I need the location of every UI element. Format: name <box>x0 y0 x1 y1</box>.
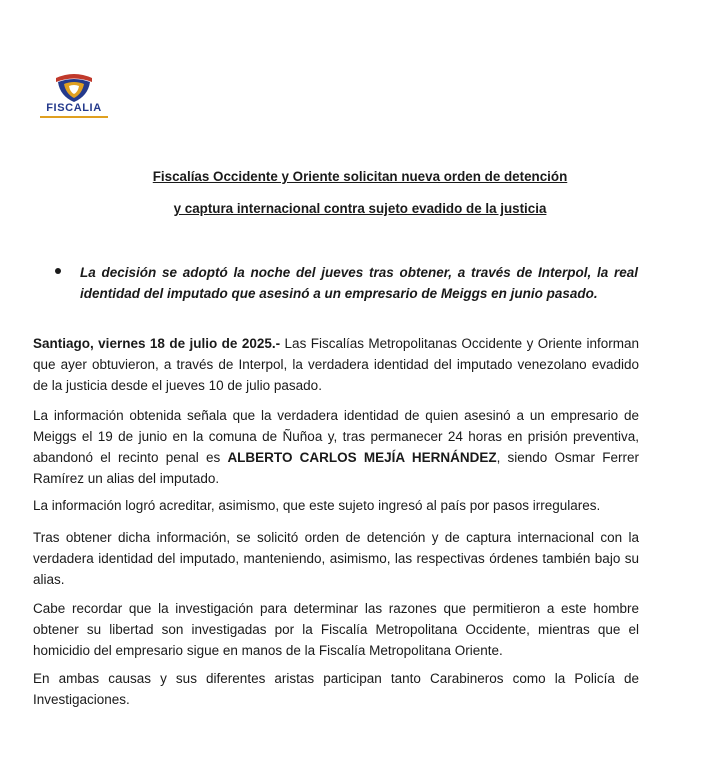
fiscalia-logo <box>34 72 114 120</box>
defendant-name: ALBERTO CARLOS MEJÍA HERNÁNDEZ <box>227 450 497 465</box>
paragraph-1 <box>33 333 639 396</box>
paragraph-1-text: Las Fiscalías Metropolitanas Occidente y Oriente informan que ayer obtuvieron, a través de Interpol, la verdadera identidad del imputado venezolano evadido de la justicia desde el jueves 10 de julio pasado. <box>33 336 639 393</box>
paragraph-2-text-b: , siendo Osmar Ferrer Ramírez un alias del imputado. <box>33 450 639 486</box>
paragraph-2 <box>33 405 639 489</box>
headline-line-1: Fiscalías Occidente y Oriente solicitan nueva orden de detención <box>152 169 568 184</box>
logo-underline <box>40 116 108 118</box>
paragraph-5: Cabe recordar que la investigación para determinar las razones que permitieron a este hombre obtener su libertad son investigadas por la Fiscalía Metropolitana Occidente, mientras que el homicidio del empresario sigue en manos de la Fiscalía Metropolitana Oriente. <box>33 601 639 658</box>
bullet-icon <box>55 268 61 274</box>
paragraph-4: Tras obtener dicha información, se solicitó orden de detención y de captura internacional con la verdadera identidad del imputado, manteniendo, asimismo, las respectivas órdenes también bajo su alias. <box>33 530 639 587</box>
paragraph-2-text-a: La información obtenida señala que la verdadera identidad de quien asesinó a un empresario de Meiggs el 19 de junio en la comuna de Ñuñoa y, tras permanecer 24 horas en prisión preventiva, abandonó el recinto penal es <box>33 408 639 465</box>
lead-summary: La decisión se adoptó la noche del jueves tras obtener, a través de Interpol, la real identidad del imputado que asesinó a un empresario de Meiggs en junio pasado. <box>80 265 638 301</box>
dateline: Santiago, viernes 18 de julio de 2025.- <box>33 336 281 351</box>
headline-line-2: y captura internacional contra sujeto evadido de la justicia <box>173 201 547 216</box>
paragraph-3: La información logró acreditar, asimismo, que este sujeto ingresó al país por pasos irregulares. <box>33 498 601 513</box>
fiscalia-emblem-icon <box>34 72 114 104</box>
paragraph-6: En ambas causas y sus diferentes aristas participan tanto Carabineros como la Policía de Investigaciones. <box>33 671 639 707</box>
logo-wordmark: FISCALIA <box>46 102 102 114</box>
